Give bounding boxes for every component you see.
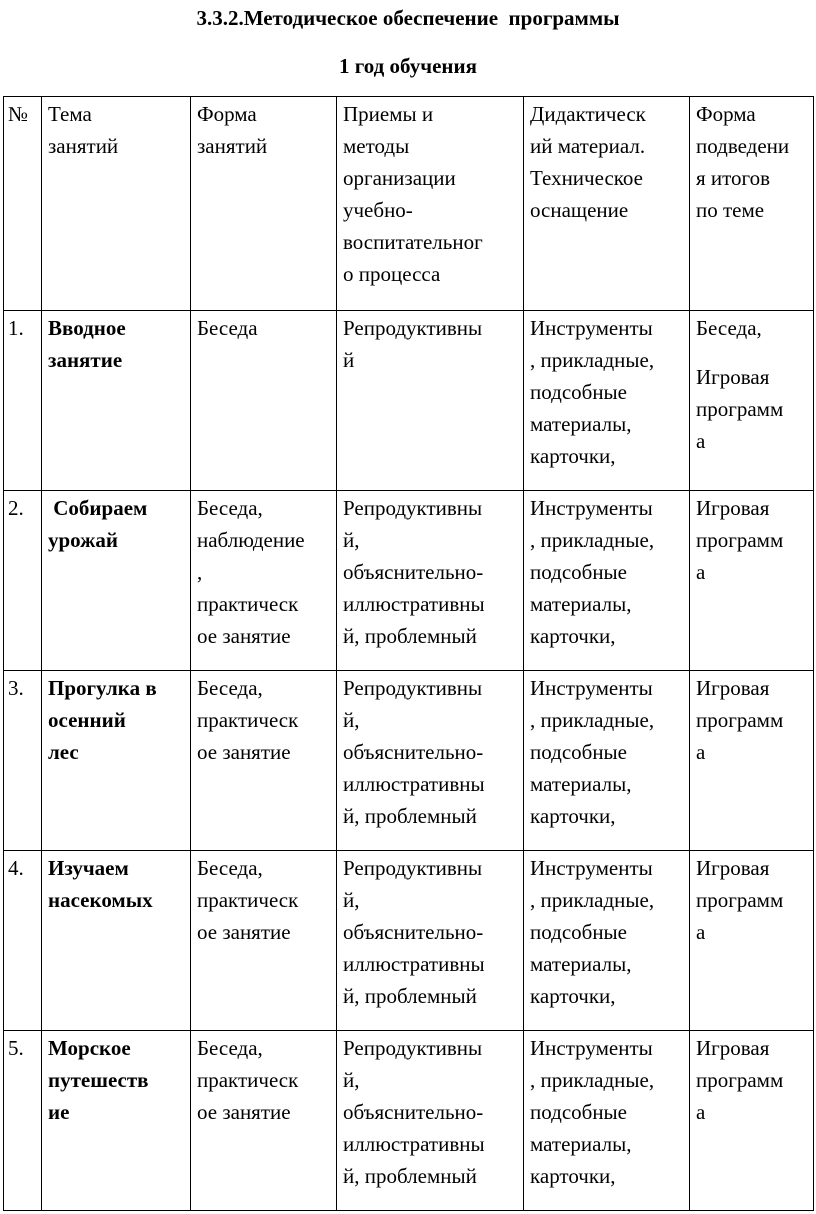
row-summary: Игровая программ а <box>690 491 814 671</box>
header-form: Форма занятий <box>191 97 337 311</box>
table-row <box>4 491 814 671</box>
program-table <box>3 96 814 1211</box>
row-methods: Репродуктивны й, объяснительно- иллюстративны й, проблемный <box>337 1031 524 1211</box>
row-materials: Инструменты , прикладные, подсобные материалы, карточки, <box>524 1031 690 1211</box>
row-num: 3. <box>4 671 42 851</box>
row-form: Беседа, практическ ое занятие <box>191 851 337 1031</box>
table-row <box>4 851 814 1031</box>
row-summary: Игровая программ а <box>690 851 814 1031</box>
row-summary: Игровая программ а <box>690 671 814 851</box>
header-num: № <box>4 97 42 311</box>
row-methods: Репродуктивны й <box>337 311 524 491</box>
row-methods: Репродуктивны й, объяснительно- иллюстративны й, проблемный <box>337 851 524 1031</box>
row-form: Беседа <box>191 311 337 491</box>
header-topic: Тема занятий <box>42 97 191 311</box>
document-title: 3.3.2.Методическое обеспечение программы <box>196 6 620 30</box>
row-topic: Вводное занятие <box>42 311 191 491</box>
row-topic: Прогулка в осенний лес <box>42 671 191 851</box>
table-row <box>4 1031 814 1211</box>
row-num: 5. <box>4 1031 42 1211</box>
row-methods: Репродуктивны й, объяснительно- иллюстративны й, проблемный <box>337 491 524 671</box>
table-header-row <box>4 97 814 311</box>
row-form: Беседа, практическ ое занятие <box>191 1031 337 1211</box>
row-form: Беседа, практическ ое занятие <box>191 671 337 851</box>
row-num: 4. <box>4 851 42 1031</box>
row-methods: Репродуктивны й, объяснительно- иллюстративны й, проблемный <box>337 671 524 851</box>
header-methods: Приемы и методы организации учебно- воспитательног о процесса <box>337 97 524 311</box>
row-form: Беседа, наблюдение , практическ ое занятие <box>191 491 337 671</box>
header-materials: Дидактическ ий материал. Техническое оснащение <box>524 97 690 311</box>
row-materials: Инструменты , прикладные, подсобные материалы, карточки, <box>524 671 690 851</box>
row-materials: Инструменты , прикладные, подсобные материалы, карточки, <box>524 311 690 491</box>
row-materials: Инструменты , прикладные, подсобные материалы, карточки, <box>524 491 690 671</box>
document-subtitle: 1 год обучения <box>339 54 477 78</box>
row-topic: Морское путешеств ие <box>42 1031 191 1211</box>
row-summary: Беседа, Игровая программ а <box>690 311 814 491</box>
row-topic: Собираем урожай <box>42 491 191 671</box>
row-num: 1. <box>4 311 42 491</box>
table-row <box>4 671 814 851</box>
row-topic: Изучаем насекомых <box>42 851 191 1031</box>
row-materials: Инструменты , прикладные, подсобные материалы, карточки, <box>524 851 690 1031</box>
row-num: 2. <box>4 491 42 671</box>
row-summary: Игровая программ а <box>690 1031 814 1211</box>
table-row <box>4 311 814 491</box>
header-summary: Форма подведени я итогов по теме <box>690 97 814 311</box>
